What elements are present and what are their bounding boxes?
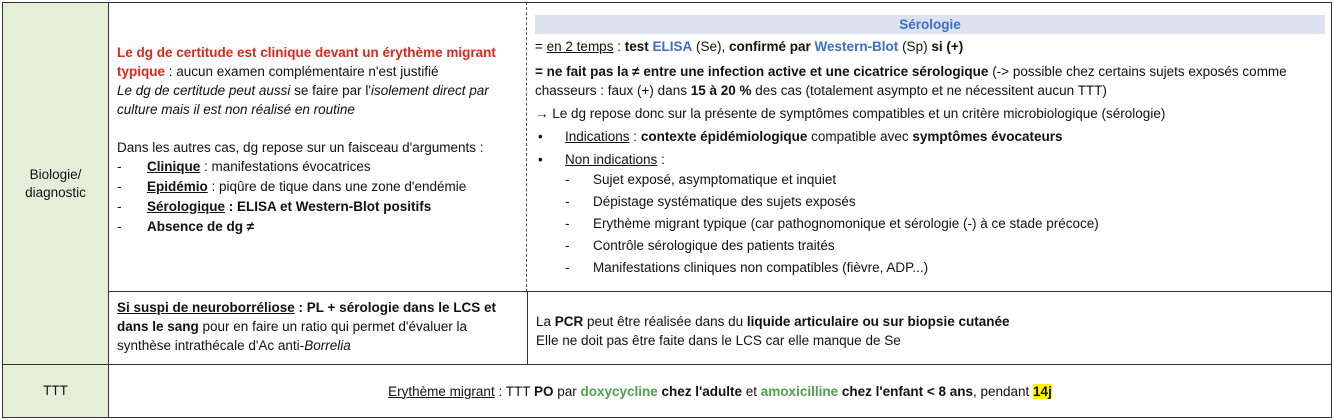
neuroborreliosis-text	[117, 298, 519, 355]
duration-highlight: 14j	[1033, 383, 1052, 399]
pcr-cell	[527, 291, 1332, 365]
certitude-rest-text: : aucun examen complémentaire n'est justifié	[165, 64, 439, 79]
argument-detail: : manifestations évocatrices	[200, 159, 371, 174]
pcr-prefix: La	[536, 314, 555, 329]
indications-label: Indications	[565, 129, 630, 144]
argument-detail: : piqûre de tique dans une zone d'endémie	[207, 179, 467, 194]
confirmed-text: confirmé par	[729, 39, 815, 54]
certitude-red-text: Le dg de certitude est clinique devant un érythème migrant typique	[117, 45, 496, 79]
sp-text: (Sp)	[898, 39, 932, 54]
asympto-text: des cas (totalement asympto et ne nécessitent aucun TTT)	[751, 83, 1107, 98]
neuro-suspicion-label: Si suspi de neuroborréliose	[117, 300, 295, 315]
symptoms-text: symptômes évocateurs	[912, 129, 1063, 144]
po-text: PO	[533, 383, 554, 399]
pcr-line-2: Elle ne doit pas être faite dans le LCS car elle manque de Se	[536, 333, 901, 348]
non-indications-item	[535, 150, 1325, 169]
pcr-samples: liquide articulaire ou sur biopsie cutanée	[746, 314, 1010, 329]
indications-item	[535, 127, 1325, 146]
western-blot-text: Western-Blot	[814, 39, 899, 54]
diagnosis-left-cell	[108, 2, 527, 292]
arguments-list	[117, 157, 518, 237]
list-item	[117, 217, 518, 237]
list-item: - Erythème migrant typique (car pathognomonique et sérologie (-) à ce stade précoce)	[565, 213, 1325, 235]
and-text: et	[742, 383, 761, 399]
label-biologie-text: Biologie/ diagnostic	[25, 166, 86, 200]
percent-text: 15 à 20 %	[690, 83, 752, 98]
separator: :	[657, 152, 665, 167]
label-ttt-text: TTT	[43, 383, 68, 398]
list-item	[117, 157, 518, 177]
arguments-intro: Dans les autres cas, dg repose sur un faisceau d'arguments :	[117, 140, 484, 155]
culture-text-c: isolement direct par culture mais il est non réalisé en routine	[117, 83, 489, 117]
no-distinction-text: = ne fait pas la ≠ entre une infection active et une cicatrice sérologique	[535, 64, 989, 79]
doxycycline-text: doxycycline	[580, 383, 658, 399]
neuroborreliosis-cell	[108, 291, 528, 365]
non-indications-list	[535, 169, 1325, 279]
separator: :	[613, 39, 625, 54]
ratio-text: pour en faire un ratio qui permet d'évaluer la synthèse intrathécale d'Ac anti-	[117, 319, 468, 353]
list-item: - Manifestations cliniques non compatibles (fièvre, ADP...)	[565, 257, 1325, 279]
list-item	[117, 197, 518, 217]
row-label-ttt	[2, 364, 109, 418]
list-item	[117, 177, 518, 197]
child-text: chez l'enfant < 8 ans	[838, 383, 973, 399]
culture-text-b: se faire par l'	[290, 83, 371, 98]
bullet-icon: •	[538, 129, 543, 144]
serology-cell	[527, 2, 1332, 292]
adult-text: chez l'adulte	[657, 383, 743, 399]
par-text: par	[553, 383, 581, 399]
elisa-text: ELISA	[652, 39, 693, 54]
bullet-icon: •	[538, 152, 543, 167]
epidemio-context-text: contexte épidémiologique	[640, 129, 808, 144]
treatment-cell	[108, 364, 1332, 418]
pcr-line-1	[536, 312, 1323, 331]
serology-line-2	[535, 62, 1325, 100]
equals-sign: =	[535, 39, 543, 54]
duration-prefix: , pendant	[972, 383, 1034, 399]
pl-serology-text: : PL + sérologie dans le LCS et dans le sang	[117, 300, 496, 334]
ttt-prefix: : TTT	[494, 383, 534, 399]
list-item: - Sujet exposé, asymptomatique et inquiet	[565, 169, 1325, 191]
list-item: - Dépistage systématique des sujets exposés	[565, 191, 1325, 213]
row-label-biologie	[2, 2, 109, 365]
argument-term: Epidémio	[147, 179, 208, 194]
test-text: test	[624, 39, 653, 54]
argument-term: Sérologique	[147, 199, 226, 214]
certitude-paragraph	[117, 43, 518, 81]
culture-paragraph	[117, 81, 518, 119]
treatment-text	[388, 382, 1052, 401]
pcr-label: PCR	[554, 314, 584, 329]
hunters-text: (-> possible chez certains sujets exposés comme chasseurs : faux (+) dans	[535, 64, 1287, 98]
em-label: Erythème migrant	[388, 383, 495, 399]
if-positive-text: si (+)	[931, 39, 964, 54]
culture-text-a: Le dg de certitude peut aussi	[117, 83, 291, 98]
argument-term: Clinique	[147, 159, 201, 174]
non-indications-label: Non indications	[565, 152, 658, 167]
separator: :	[629, 129, 641, 144]
serology-line-1	[535, 37, 1325, 56]
pcr-middle: peut être réalisée dans du	[583, 314, 747, 329]
serology-line-3: → Le dg repose donc sur la présente de symptômes compatibles et un critère microbiologique (sérologie)	[535, 106, 1166, 121]
list-item: - Contrôle sérologique des patients traités	[565, 235, 1325, 257]
se-text: (Se),	[692, 39, 730, 54]
serology-header: Sérologie	[535, 15, 1325, 34]
two-steps-text: en 2 temps	[546, 39, 614, 54]
argument-term: Absence de dg ≠	[147, 219, 255, 234]
borrelia-text: Borrelia	[304, 338, 351, 353]
amoxicillin-text: amoxicilline	[760, 383, 839, 399]
compatible-text: compatible avec	[807, 129, 913, 144]
argument-detail: : ELISA et Western-Blot positifs	[225, 199, 432, 214]
